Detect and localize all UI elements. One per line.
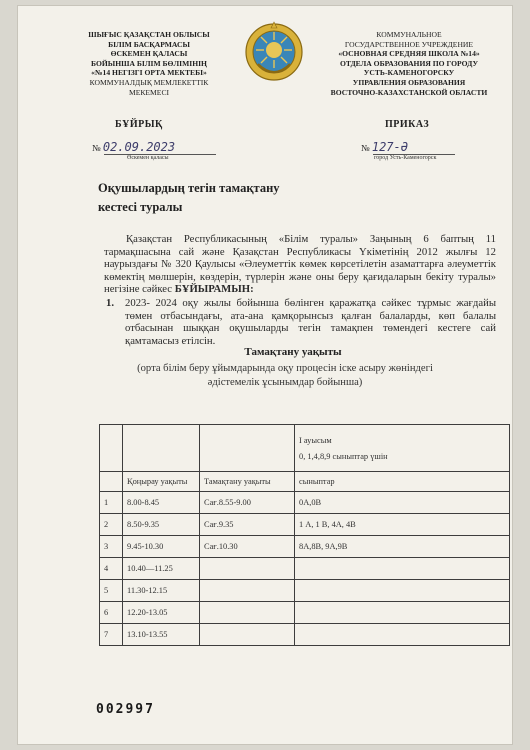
number-sign: № <box>92 143 101 153</box>
header-right-line: КОММУНАЛЬНОЕ <box>376 30 442 39</box>
grades-label: 0, 1,4,8,9 сыныптар үшін <box>299 451 388 461</box>
table-row: 6 12.20-13.05 <box>100 602 510 624</box>
place-russian: город Усть-Каменогорск <box>374 155 437 161</box>
header-left-sub: МЕКЕМЕСІ <box>128 87 170 97</box>
header-right-bold-line: «ОСНОВНАЯ СРЕДНЯЯ ШКОЛА №14» <box>338 49 480 59</box>
document-page <box>18 6 512 744</box>
preamble-paragraph <box>104 233 496 296</box>
header-right-bold-line: УСТЬ-КАМЕНОГОРСКУ <box>363 68 455 78</box>
state-emblem-icon <box>244 20 304 84</box>
number-sign: № <box>361 143 370 153</box>
header-right-bold-line: ОТДЕЛА ОБРАЗОВАНИЯ ПО ГОРОДУ <box>339 58 479 68</box>
table-header-row <box>100 425 510 472</box>
table-row: 4 10.40—11.25 <box>100 558 510 580</box>
table-row: 3 9.45-10.30 Сағ.10.30 8А,8В, 9А,9В <box>100 536 510 558</box>
order-number-row <box>361 140 408 154</box>
table-row: 5 11.30-12.15 <box>100 580 510 602</box>
header-left-line: «№14 НЕГІЗГІ ОРТА МЕКТЕБІ» <box>91 68 207 78</box>
order-date-row <box>92 140 175 154</box>
meal-schedule-title: Тамақтану уақыты <box>244 346 342 358</box>
header-left-kazakh <box>74 30 224 97</box>
title-line: кестесі туралы <box>98 200 183 214</box>
shift-cell <box>295 425 510 472</box>
document-title <box>98 179 280 217</box>
header-left-sub: КОММУНАЛДЫҚ МЕМЛЕКЕТТІК <box>89 77 209 87</box>
shift-label: I ауысым <box>299 435 332 445</box>
header-right-russian <box>324 30 494 97</box>
header-left-line: ШЫҒЫС ҚАЗАҚСТАН ОБЛЫСЫ <box>88 30 210 39</box>
item-number: 1. <box>106 297 115 309</box>
header-left-line: БІЛІМ БАСҚАРМАСЫ <box>108 39 190 49</box>
column-header-classes: сыныптар <box>295 472 510 492</box>
place-kazakh: Өскемен қаласы <box>127 155 169 161</box>
item-paragraph <box>106 297 496 347</box>
order-date: 02.09.2023 <box>102 140 176 154</box>
column-header-bell: Қоңырау уақыты <box>123 472 200 492</box>
table-column-headers <box>100 472 510 492</box>
table-row: 1 8.00-8.45 Сағ.8.55-9.00 0А,0В <box>100 492 510 514</box>
order-label-russian: ПРИКАЗ <box>385 119 430 130</box>
serial-number: 002997 <box>96 702 155 717</box>
table-row: 2 8.50-9.35 Сағ.9.35 1 А, 1 В, 4А, 4В <box>100 514 510 536</box>
header-right-line: ГОСУДАРСТВЕННОЕ УЧРЕЖДЕНИЕ <box>344 39 474 49</box>
header-right-bold-line: ВОСТОЧНО-КАЗАХСТАНСКОЙ ОБЛАСТИ <box>330 87 488 97</box>
title-line: Оқушылардың тегін тамақтану <box>98 181 280 195</box>
header-left-line: ӨСКЕМЕН ҚАЛАСЫ <box>110 49 188 59</box>
order-label-kazakh: БҰЙРЫҚ <box>115 119 163 130</box>
meal-schedule-subtitle: (орта білім беру ұйымдарында оқу процесін іске асыру жөніндегі әдістемелік ұсынымдар бойынша) <box>137 363 433 388</box>
preamble-text: Қазақстан Республикасының «Білім туралы» Заңының 6 баптың 11 тармақшасына сай және Қазақстан Республикасы Үкіметінің 2012 жылғы 12 наурыздағы № 320 Қаулысы «Әлеуметтік көмек көрсетілетін азаматтарға әлеуметтік көмектің мөлшерін, көздерін, түрлерін және оны беру қағидаларын бекіту туралы» негізіне сәйкес <box>104 233 496 296</box>
column-header-meal: Тамақтану уақыты <box>200 472 295 492</box>
table-row: 7 13.10-13.55 <box>100 624 510 646</box>
header-left-line: БОЙЫНША БІЛІМ БӨЛІМІНІҢ <box>91 58 207 68</box>
order-number: 127-Ә <box>371 140 408 154</box>
item-text: 2023- 2024 оқу жылы бойынша бөлінген қаражатқа сәйкес тұрмыс жағдайы төмен отбасындағы, ата-ана қамқорынсыз қалған балаларды, көп балалы отбасынан шыққан оқушыларды тегін тамақпен төмендегі кестеге сай қамтамасыз етілсін. <box>125 297 496 347</box>
header-right-bold-line: УПРАВЛЕНИЯ ОБРАЗОВАНИЯ <box>352 77 466 87</box>
schedule-table <box>99 424 510 646</box>
decree-word: БҰЙЫРАМЫН: <box>174 283 254 296</box>
